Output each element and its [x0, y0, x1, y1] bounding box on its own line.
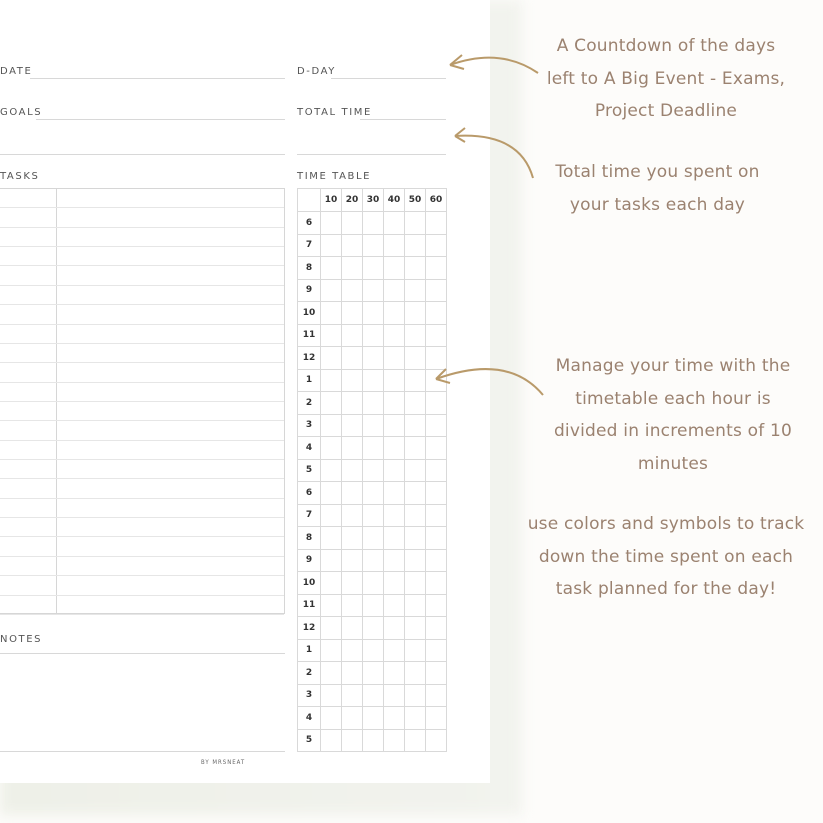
task-row[interactable] [0, 576, 284, 595]
task-row[interactable] [0, 537, 284, 556]
time-cell[interactable] [426, 414, 447, 437]
minute-header: 10 [321, 189, 342, 212]
total-time-label: TOTAL TIME [297, 107, 372, 118]
task-row[interactable] [0, 228, 284, 247]
time-table [297, 188, 447, 752]
hour-row [298, 639, 447, 662]
hour-label: 10 [298, 302, 321, 325]
time-cell[interactable] [384, 549, 405, 572]
time-cell[interactable] [405, 617, 426, 640]
time-cell[interactable] [363, 684, 384, 707]
time-cell[interactable] [426, 234, 447, 257]
hour-row [298, 347, 447, 370]
task-row[interactable] [0, 325, 284, 344]
time-cell[interactable] [342, 414, 363, 437]
hour-row [298, 617, 447, 640]
hour-label: 8 [298, 527, 321, 550]
hour-label: 6 [298, 482, 321, 505]
time-cell[interactable] [321, 437, 342, 460]
time-cell[interactable] [384, 729, 405, 752]
time-cell[interactable] [426, 729, 447, 752]
time-cell[interactable] [405, 279, 426, 302]
time-cell[interactable] [384, 639, 405, 662]
task-row[interactable] [0, 344, 284, 363]
time-cell[interactable] [426, 212, 447, 235]
hour-row [298, 302, 447, 325]
time-cell[interactable] [405, 392, 426, 415]
hour-label: 9 [298, 279, 321, 302]
time-cell[interactable] [384, 684, 405, 707]
goals-label: GOALS [0, 107, 43, 118]
minute-header: 30 [363, 189, 384, 212]
arrow-icon [428, 355, 548, 400]
time-cell[interactable] [321, 414, 342, 437]
time-cell[interactable] [426, 684, 447, 707]
time-cell[interactable] [405, 662, 426, 685]
task-row[interactable] [0, 363, 284, 382]
hour-label: 4 [298, 437, 321, 460]
time-cell[interactable] [321, 639, 342, 662]
hour-label: 3 [298, 414, 321, 437]
tasks-table[interactable] [0, 188, 285, 614]
time-cell[interactable] [405, 437, 426, 460]
total-time-field[interactable] [360, 119, 446, 120]
task-row[interactable] [0, 286, 284, 305]
hour-label: 3 [298, 684, 321, 707]
time-cell[interactable] [363, 527, 384, 550]
time-cell[interactable] [363, 662, 384, 685]
notes-top-line [0, 653, 285, 654]
task-row[interactable] [0, 402, 284, 421]
goals-field-2[interactable] [0, 154, 285, 155]
time-cell[interactable] [321, 369, 342, 392]
time-cell[interactable] [384, 257, 405, 280]
time-cell[interactable] [342, 549, 363, 572]
hour-label: 11 [298, 324, 321, 347]
task-row[interactable] [0, 208, 284, 227]
time-cell[interactable] [426, 617, 447, 640]
time-cell[interactable] [363, 459, 384, 482]
time-cell[interactable] [363, 392, 384, 415]
time-cell[interactable] [321, 392, 342, 415]
hour-label: 1 [298, 639, 321, 662]
timetable-label: TIME TABLE [297, 171, 372, 182]
time-cell[interactable] [405, 257, 426, 280]
hour-label: 6 [298, 212, 321, 235]
time-cell[interactable] [363, 482, 384, 505]
minute-header: 40 [384, 189, 405, 212]
time-cell[interactable] [426, 527, 447, 550]
hour-label: 4 [298, 707, 321, 730]
hour-row [298, 459, 447, 482]
time-cell[interactable] [405, 549, 426, 572]
time-cell[interactable] [342, 347, 363, 370]
hour-row [298, 527, 447, 550]
annotation-colors: use colors and symbols to track down the time spent on each task planned for the day! [527, 514, 805, 599]
annotation-total-time: Total time you spent on your tasks each day [555, 162, 760, 215]
arrow-icon [440, 45, 550, 85]
task-row[interactable] [0, 421, 284, 440]
hour-row [298, 369, 447, 392]
task-row[interactable] [0, 596, 284, 615]
time-cell[interactable] [426, 459, 447, 482]
time-cell[interactable] [405, 707, 426, 730]
time-cell[interactable] [363, 212, 384, 235]
time-cell[interactable] [426, 437, 447, 460]
hour-label: 7 [298, 234, 321, 257]
time-cell[interactable] [342, 662, 363, 685]
time-cell[interactable] [363, 549, 384, 572]
corner-cell [298, 189, 321, 212]
hour-row [298, 662, 447, 685]
dday-label: D-DAY [297, 66, 337, 77]
hour-label: 12 [298, 347, 321, 370]
date-field[interactable] [30, 78, 285, 79]
time-cell[interactable] [384, 414, 405, 437]
hour-row [298, 437, 447, 460]
time-cell[interactable] [405, 684, 426, 707]
time-cell[interactable] [405, 369, 426, 392]
time-cell[interactable] [363, 414, 384, 437]
time-cell[interactable] [342, 504, 363, 527]
time-cell[interactable] [384, 392, 405, 415]
time-cell[interactable] [405, 729, 426, 752]
time-cell[interactable] [321, 234, 342, 257]
time-cell[interactable] [321, 482, 342, 505]
time-cell[interactable] [384, 707, 405, 730]
hour-label: 5 [298, 459, 321, 482]
time-cell[interactable] [342, 324, 363, 347]
hour-row [298, 212, 447, 235]
goals-field[interactable] [36, 119, 285, 120]
time-cell[interactable] [342, 459, 363, 482]
time-cell[interactable] [405, 639, 426, 662]
time-cell[interactable] [321, 729, 342, 752]
hour-label: 12 [298, 617, 321, 640]
time-cell[interactable] [426, 549, 447, 572]
hour-label: 5 [298, 729, 321, 752]
time-cell[interactable] [384, 369, 405, 392]
time-cell[interactable] [363, 617, 384, 640]
time-cell[interactable] [321, 279, 342, 302]
task-row[interactable] [0, 557, 284, 576]
time-cell[interactable] [342, 684, 363, 707]
notes-bottom-line [0, 751, 285, 752]
time-cell[interactable] [384, 324, 405, 347]
annotation-timetable: Manage your time with the timetable each hour is divided in increments of 10 minutes [553, 356, 793, 474]
time-cell[interactable] [321, 594, 342, 617]
task-row[interactable] [0, 383, 284, 402]
time-cell[interactable] [426, 504, 447, 527]
hour-row [298, 414, 447, 437]
dday-field[interactable] [331, 78, 446, 79]
time-cell[interactable] [426, 257, 447, 280]
time-cell[interactable] [342, 437, 363, 460]
time-cell[interactable] [342, 572, 363, 595]
hour-row [298, 707, 447, 730]
time-cell[interactable] [384, 437, 405, 460]
hour-row [298, 234, 447, 257]
time-cell[interactable] [342, 527, 363, 550]
time-cell[interactable] [363, 729, 384, 752]
time-cell[interactable] [405, 572, 426, 595]
credit-text: BY MRSNEAT [201, 759, 246, 766]
time-cell[interactable] [363, 504, 384, 527]
hour-row [298, 729, 447, 752]
time-cell[interactable] [342, 369, 363, 392]
time-cell[interactable] [321, 459, 342, 482]
time-cell[interactable] [363, 437, 384, 460]
hour-label: 10 [298, 572, 321, 595]
hour-row [298, 257, 447, 280]
minute-header: 50 [405, 189, 426, 212]
time-cell[interactable] [426, 572, 447, 595]
hour-row [298, 392, 447, 415]
time-cell[interactable] [363, 279, 384, 302]
time-cell[interactable] [321, 549, 342, 572]
task-row[interactable] [0, 266, 284, 285]
time-cell[interactable] [342, 594, 363, 617]
time-cell[interactable] [426, 324, 447, 347]
time-cell[interactable] [321, 572, 342, 595]
time-cell[interactable] [426, 662, 447, 685]
time-cell[interactable] [321, 212, 342, 235]
time-cell[interactable] [342, 257, 363, 280]
time-cell[interactable] [384, 302, 405, 325]
time-cell[interactable] [405, 594, 426, 617]
task-row[interactable] [0, 460, 284, 479]
time-cell[interactable] [321, 504, 342, 527]
time-cell[interactable] [342, 392, 363, 415]
hour-label: 7 [298, 504, 321, 527]
time-cell[interactable] [384, 617, 405, 640]
time-cell[interactable] [342, 617, 363, 640]
time-cell[interactable] [405, 504, 426, 527]
notes-label: NOTES [0, 634, 43, 645]
time-cell[interactable] [363, 324, 384, 347]
hour-label: 8 [298, 257, 321, 280]
hour-row [298, 684, 447, 707]
time-cell[interactable] [384, 572, 405, 595]
time-cell[interactable] [426, 482, 447, 505]
hour-row [298, 482, 447, 505]
time-cell[interactable] [342, 482, 363, 505]
time-cell[interactable] [384, 212, 405, 235]
tasks-label: TASKS [0, 171, 40, 182]
time-cell[interactable] [321, 324, 342, 347]
time-cell[interactable] [321, 302, 342, 325]
time-cell[interactable] [384, 347, 405, 370]
hour-label: 2 [298, 662, 321, 685]
time-cell[interactable] [363, 639, 384, 662]
time-cell[interactable] [363, 234, 384, 257]
time-cell[interactable] [426, 639, 447, 662]
time-cell[interactable] [363, 594, 384, 617]
time-cell[interactable] [342, 234, 363, 257]
hour-label: 2 [298, 392, 321, 415]
time-cell[interactable] [384, 459, 405, 482]
time-cell[interactable] [405, 414, 426, 437]
time-cell[interactable] [405, 212, 426, 235]
task-row[interactable] [0, 189, 284, 208]
minute-header: 60 [426, 189, 447, 212]
time-cell[interactable] [384, 234, 405, 257]
time-cell[interactable] [342, 279, 363, 302]
hour-row [298, 279, 447, 302]
time-cell[interactable] [405, 459, 426, 482]
hour-row [298, 549, 447, 572]
time-cell[interactable] [321, 617, 342, 640]
task-row[interactable] [0, 518, 284, 537]
time-cell[interactable] [384, 527, 405, 550]
time-cell[interactable] [321, 257, 342, 280]
hour-row [298, 594, 447, 617]
total-time-field-2[interactable] [297, 154, 446, 155]
task-row[interactable] [0, 305, 284, 324]
time-cell[interactable] [405, 482, 426, 505]
time-cell[interactable] [363, 257, 384, 280]
time-cell[interactable] [426, 279, 447, 302]
time-cell[interactable] [342, 302, 363, 325]
time-cell[interactable] [405, 302, 426, 325]
time-cell[interactable] [363, 302, 384, 325]
time-cell[interactable] [342, 639, 363, 662]
time-cell[interactable] [342, 707, 363, 730]
time-cell[interactable] [426, 302, 447, 325]
time-cell[interactable] [342, 729, 363, 752]
hour-row [298, 504, 447, 527]
time-cell[interactable] [405, 324, 426, 347]
task-row[interactable] [0, 441, 284, 460]
annotation-countdown: A Countdown of the days left to A Big Event - Exams, Project Deadline [546, 36, 786, 121]
time-cell[interactable] [363, 369, 384, 392]
hour-row [298, 324, 447, 347]
time-cell[interactable] [384, 504, 405, 527]
minute-header: 20 [342, 189, 363, 212]
time-cell[interactable] [426, 707, 447, 730]
time-cell[interactable] [321, 662, 342, 685]
time-cell[interactable] [321, 684, 342, 707]
time-cell[interactable] [384, 482, 405, 505]
hour-row [298, 572, 447, 595]
hour-label: 1 [298, 369, 321, 392]
time-cell[interactable] [384, 594, 405, 617]
task-row[interactable] [0, 247, 284, 266]
time-cell[interactable] [363, 572, 384, 595]
task-row[interactable] [0, 479, 284, 498]
time-cell[interactable] [384, 662, 405, 685]
time-cell[interactable] [405, 234, 426, 257]
time-cell[interactable] [321, 347, 342, 370]
hour-label: 11 [298, 594, 321, 617]
arrow-icon [445, 120, 545, 185]
time-cell[interactable] [363, 707, 384, 730]
task-row[interactable] [0, 499, 284, 518]
time-cell[interactable] [405, 527, 426, 550]
time-cell[interactable] [321, 527, 342, 550]
hour-label: 9 [298, 549, 321, 572]
time-cell[interactable] [384, 279, 405, 302]
time-cell[interactable] [405, 347, 426, 370]
time-cell[interactable] [363, 347, 384, 370]
time-cell[interactable] [321, 707, 342, 730]
time-cell[interactable] [342, 212, 363, 235]
time-cell[interactable] [426, 594, 447, 617]
date-label: DATE [0, 66, 33, 77]
